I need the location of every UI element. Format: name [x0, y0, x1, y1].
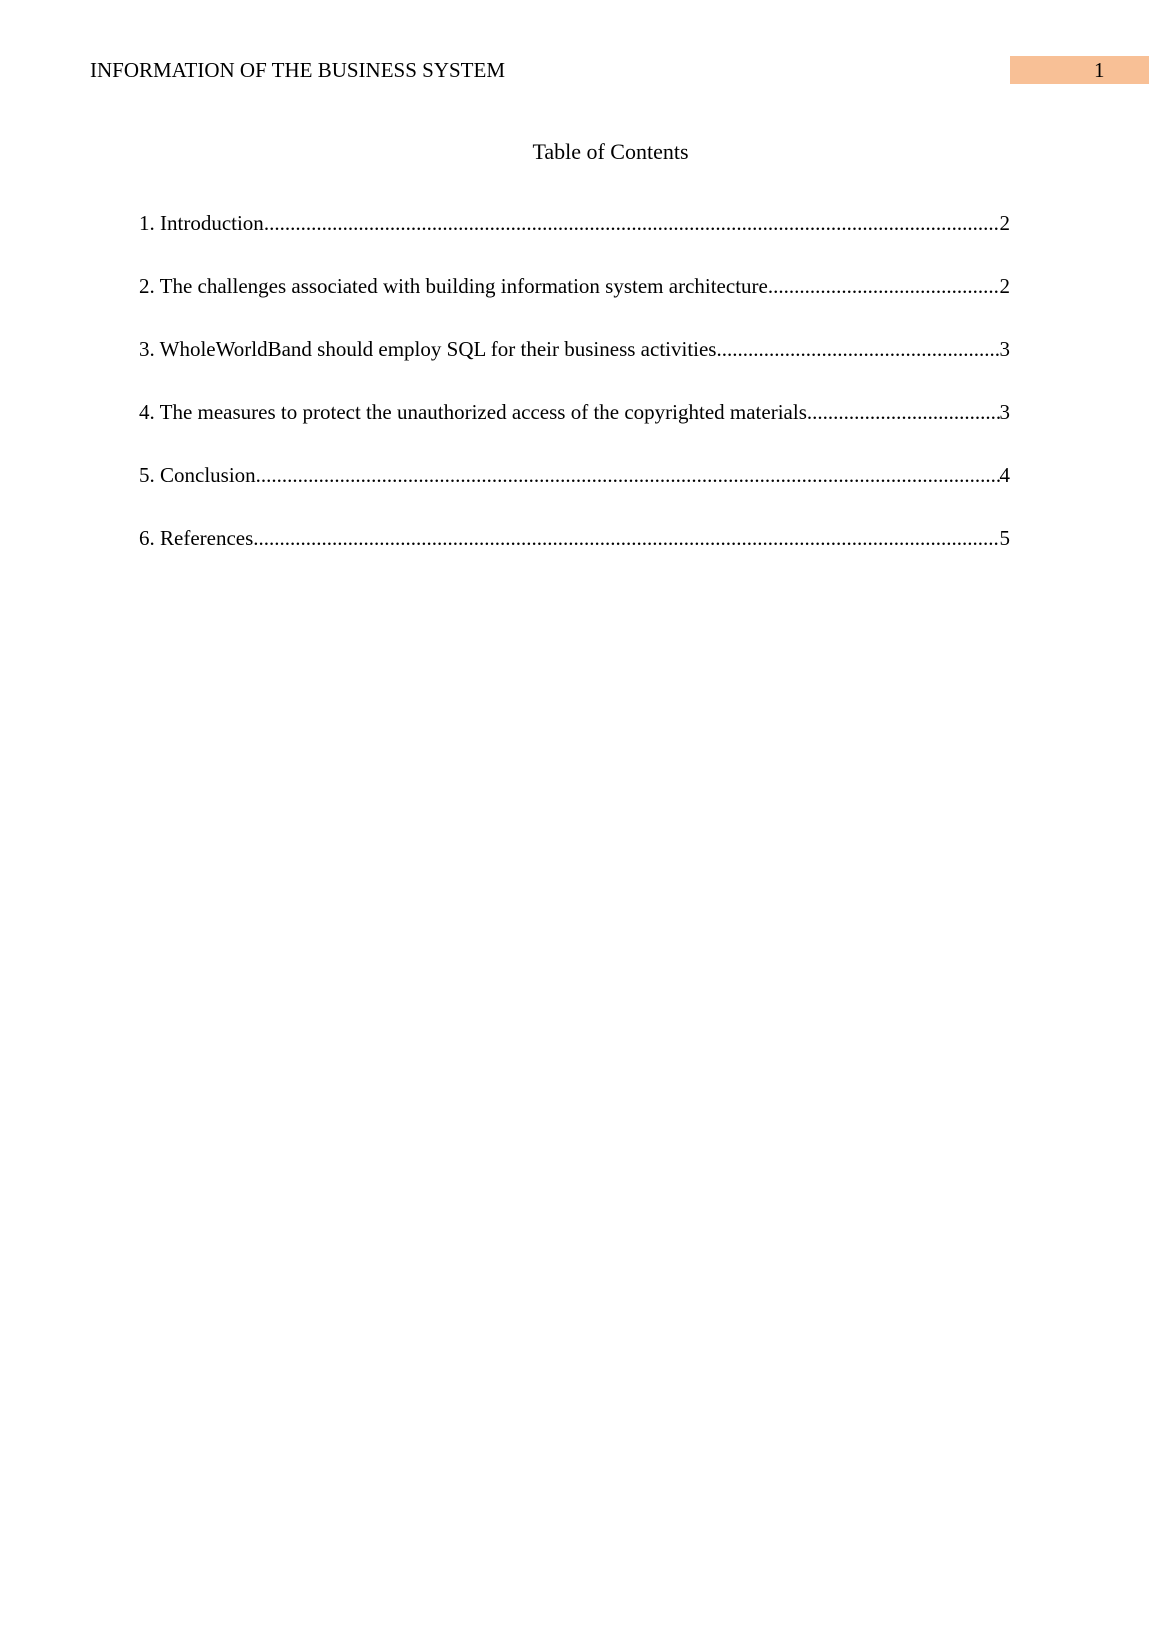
toc-entry-label: 6. References [139, 526, 254, 550]
toc-entry[interactable] [139, 461, 1010, 489]
toc-entry-label: 3. WholeWorldBand should employ SQL for their business activities [139, 337, 717, 361]
toc-entry[interactable] [139, 272, 1010, 300]
toc-list [139, 209, 1010, 587]
toc-entry-page: 3 [999, 337, 1010, 361]
toc-entry-page: 2 [999, 211, 1010, 235]
toc-entry-label: 1. Introduction [139, 211, 264, 235]
toc-dot-leader [253, 524, 999, 552]
toc-dot-leader [256, 461, 1000, 489]
toc-entry-label: 5. Conclusion [139, 463, 256, 487]
toc-entry[interactable] [139, 335, 1010, 363]
toc-entry[interactable] [139, 209, 1010, 237]
toc-dot-leader [768, 272, 1000, 300]
toc-entry-label: 2. The challenges associated with building information system architecture [139, 274, 768, 298]
toc-dot-leader [264, 209, 1000, 237]
toc-heading: Table of Contents [532, 139, 689, 164]
page-number-badge [1010, 56, 1149, 84]
toc-dot-leader [716, 335, 999, 363]
toc-entry[interactable] [139, 524, 1010, 552]
toc-entry[interactable] [139, 398, 1010, 426]
toc-entry-page: 4 [999, 463, 1010, 487]
toc-dot-leader [807, 398, 1000, 426]
page-number: 1 [1094, 58, 1105, 82]
running-header-title: INFORMATION OF THE BUSINESS SYSTEM [90, 58, 506, 82]
toc-entry-page: 2 [999, 274, 1010, 298]
toc-entry-page: 5 [999, 526, 1010, 550]
toc-entry-page: 3 [999, 400, 1010, 424]
toc-entry-label: 4. The measures to protect the unauthorized access of the copyrighted materials [139, 400, 807, 424]
